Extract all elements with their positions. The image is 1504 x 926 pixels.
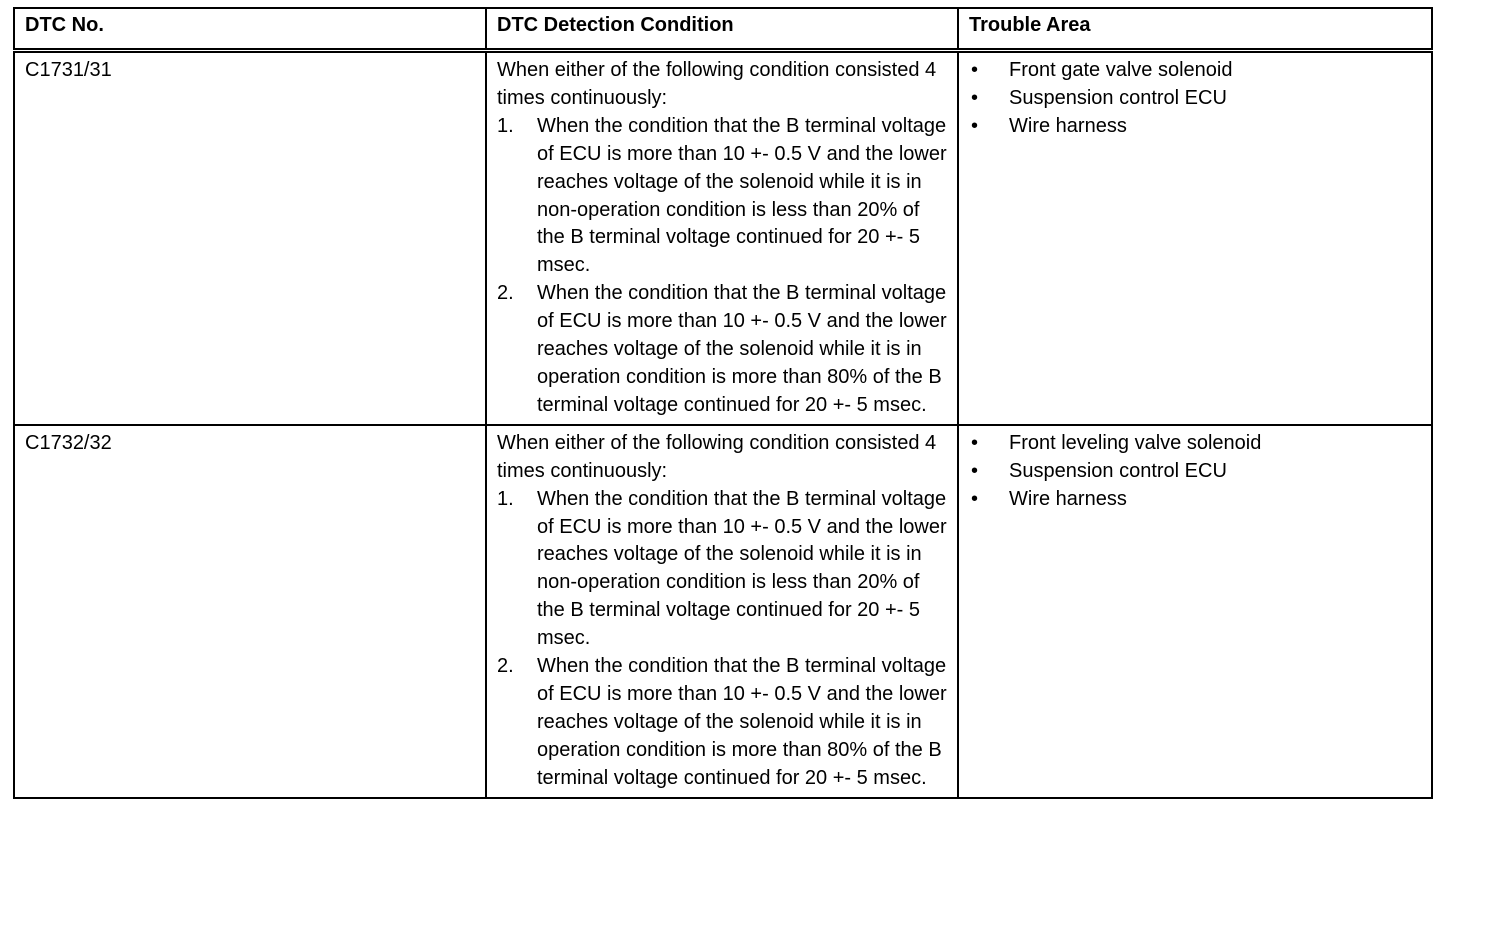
condition-number: 1. (497, 487, 514, 510)
trouble-area-text: Suspension control ECU (1009, 459, 1227, 482)
detection-condition-cell (486, 425, 958, 798)
condition-list (497, 486, 947, 793)
trouble-area-cell (958, 51, 1432, 425)
condition-item (497, 653, 947, 793)
trouble-area-item (969, 458, 1421, 486)
dtc-table-container (13, 7, 1431, 799)
dtc-code-cell: C1731/31 (14, 51, 486, 425)
condition-number: 1. (497, 114, 514, 137)
trouble-area-list (969, 57, 1421, 141)
bullet-icon: • (971, 59, 979, 81)
trouble-area-text: Wire harness (1009, 114, 1127, 137)
bullet-icon: • (971, 86, 979, 109)
table-row (14, 51, 1432, 425)
condition-item (497, 280, 947, 420)
condition-intro: When either of the following condition consisted 4 times continuously: (497, 431, 937, 482)
bullet-icon: • (971, 459, 979, 482)
condition-intro: When either of the following condition consisted 4 times continuously: (497, 59, 937, 109)
header-dtc-no: DTC No. (14, 8, 486, 51)
bullet-icon: • (971, 114, 979, 137)
trouble-area-item (969, 486, 1421, 514)
condition-list (497, 113, 947, 420)
header-trouble-area: Trouble Area (958, 8, 1432, 51)
condition-text: When the condition that the B terminal voltage of ECU is more than 10 +- 0.5 V and the lower reaches voltage of the solenoid while it is in non-operation condition is less than 20% of the B terminal voltage continued for 20 +- 5 msec. (537, 487, 947, 650)
condition-text: When the condition that the B terminal voltage of ECU is more than 10 +- 0.5 V and the lower reaches voltage of the solenoid while it is in operation condition is more than 80% of the B terminal voltage continued for 20 +- 5 msec. (537, 655, 947, 789)
trouble-area-item (969, 57, 1421, 85)
table-header-row (14, 8, 1432, 51)
condition-text: When the condition that the B terminal voltage of ECU is more than 10 +- 0.5 V and the lower reaches voltage of the solenoid while it is in non-operation condition is less than 20% of the B terminal voltage continued for 20 +- 5 msec. (537, 114, 947, 277)
condition-text: When the condition that the B terminal voltage of ECU is more than 10 +- 0.5 V and the lower reaches voltage of the solenoid while it is in operation condition is more than 80% of the B terminal voltage continued for 20 +- 5 msec. (537, 282, 947, 416)
condition-number: 2. (497, 655, 514, 678)
trouble-area-text: Suspension control ECU (1009, 86, 1227, 109)
condition-item (497, 113, 947, 280)
detection-condition-cell (486, 51, 958, 425)
bullet-icon: • (971, 487, 979, 510)
condition-item (497, 486, 947, 653)
header-detection-condition: DTC Detection Condition (486, 8, 958, 51)
table-row (14, 425, 1432, 798)
condition-number: 2. (497, 282, 514, 305)
trouble-area-text: Wire harness (1009, 487, 1127, 510)
trouble-area-item (969, 430, 1421, 458)
dtc-table (13, 7, 1433, 799)
trouble-area-item (969, 113, 1421, 141)
bullet-icon: • (971, 431, 979, 454)
trouble-area-text: Front gate valve solenoid (1009, 59, 1233, 81)
trouble-area-cell (958, 425, 1432, 798)
trouble-area-list (969, 430, 1421, 514)
trouble-area-text: Front leveling valve solenoid (1009, 431, 1262, 454)
dtc-code-cell: C1732/32 (14, 425, 486, 798)
trouble-area-item (969, 85, 1421, 113)
